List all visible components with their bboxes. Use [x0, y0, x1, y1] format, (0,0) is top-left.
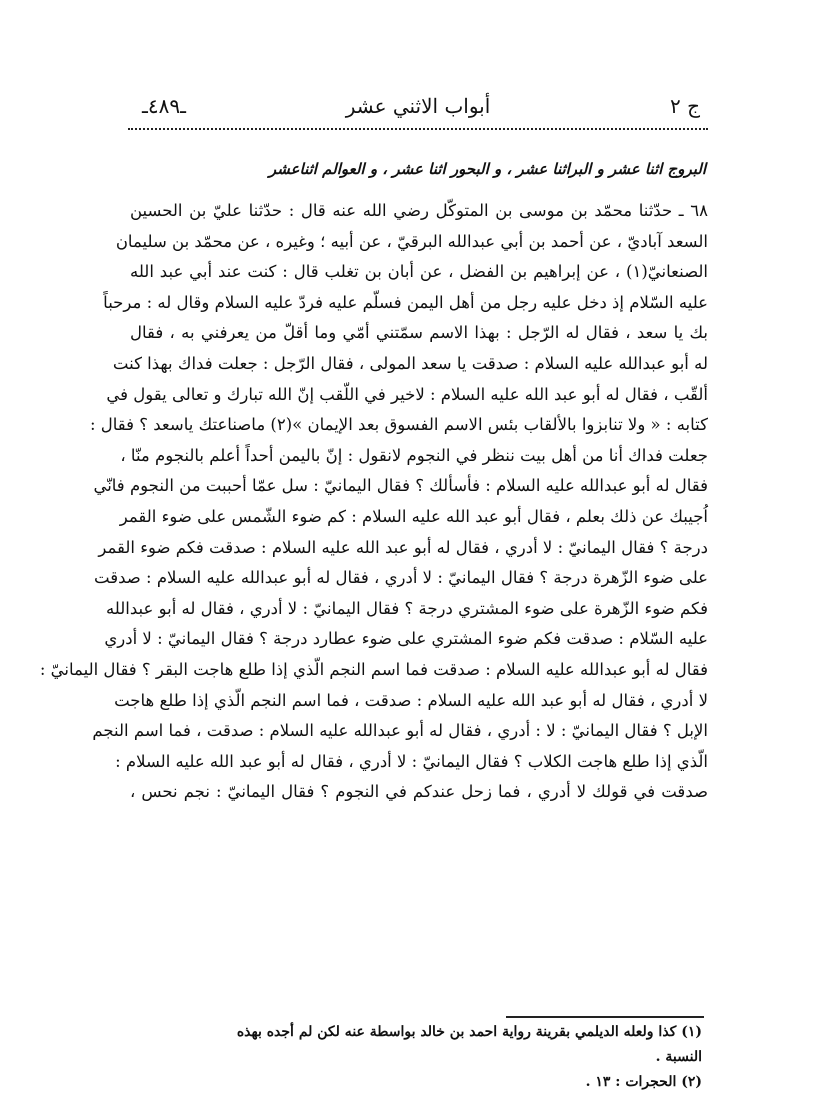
text-line: لا أدري ، فقال له أبو عبد الله عليه السلام : صدقت ، فما اسم النجم الّذي إذا طلع هاجت [114, 690, 708, 710]
text-line: السعد آباديّ ، عن أحمد بن أبي عبدالله البرقيّ ، عن أبيه ؛ وغيره ، عن محمّد بن سليمان [115, 231, 708, 251]
text-line: ألقّب ، فقال له أبو عبد الله عليه السلام : لاخير في اللّقب إنّ الله تبارك و تعالى يقول في [106, 384, 708, 404]
running-title: أبواب الاثني عشر [345, 94, 491, 118]
text-line: فكم ضوء الزّهرة على ضوء المشتري درجة ؟ فقال اليمانيّ : لا أدري ، فقال له أبو عبدالله [105, 598, 708, 618]
text-line: اُجيبك عن ذلك بعلم ، فقال أبو عبد الله عليه السلام : كم ضوء الشّمس على ضوء القمر [119, 506, 708, 526]
footnote: (١) كذا ولعله الديلمي بقرينة رواية احمد بن خالد بواسطة عنه لكن لم أجده بهذه [236, 1024, 702, 1040]
text-line: درجة ؟ فقال اليمانيّ : لا أدري ، فقال له أبو عبد الله عليه السلام : صدقت فكم ضوء القمر [98, 537, 708, 557]
text-line: جعلت فداك أنا من أهل بيت ننظر في النجوم لانقول : إنّ باليمن أحداً أعلم بالنجوم منّا ، [120, 445, 708, 465]
footnote: (٢) الحجرات : ١٣ . [585, 1074, 702, 1090]
text-line: فقال له أبو عبدالله عليه السلام : صدقت فما اسم النجم الّذي إذا طلع هاجت البقر ؟ فقال اليمانيّ : [39, 659, 708, 679]
text-line: صدقت في قولك لا أدري ، فما زحل عندكم في النجوم ؟ فقال اليمانيّ : نجم نحس ، [130, 782, 708, 802]
footnotes [132, 1020, 702, 1095]
header-divider [128, 128, 708, 130]
volume-label: ج ٢ [669, 94, 700, 118]
footnote-divider [506, 1016, 704, 1018]
footnote: النسبة . [655, 1049, 702, 1065]
page-number: ـ٤٨٩ـ [142, 94, 186, 118]
text-line: الإبل ؟ فقال اليمانيّ : لا : أدري ، فقال له أبو عبدالله عليه السلام : صدقت ، فما اسم النجم [92, 721, 708, 741]
text-line: على ضوء الزّهرة درجة ؟ فقال اليمانيّ : لا أدري ، فقال له أبو عبدالله عليه السلام : صدقت [94, 568, 708, 588]
body-text [39, 196, 708, 808]
text-line: بك يا سعد ، فقال له الرّجل : بهذا الاسم سمّتني أمّي وما أقلّ من يعرفني به ، فقال [130, 323, 708, 343]
text-line: له أبو عبدالله عليه السلام : صدقت يا سعد المولى ، فقال الرّجل : جعلت فداك بهذا كنت [112, 353, 708, 373]
text-line: الصنعانيّ(١) ، عن إبراهيم بن الفضل ، عن أبان بن تغلب قال : كنت عند أبي عبد الله [130, 262, 708, 282]
text-line: عليه السّلام : صدقت فكم ضوء المشتري على ضوء عطارد درجة ؟ فقال اليمانيّ : لا أدري [104, 629, 708, 649]
text-line: كتابه : « ولا تنابزوا بالألقاب بئس الاسم الفسوق بعد الإيمان »(٢) ماصناعتك ياسعد ؟ فقال : [89, 415, 708, 435]
text-line: عليه السّلام إذ دخل عليه رجل من أهل اليمن فسلّم عليه فردّ عليه السلام وقال له : مرحباً [103, 292, 708, 312]
chapter-title: البروج اثنا عشر و البراثنا عشر ، و البحور اثنا عشر ، و العوالم اثناعشر [268, 160, 706, 178]
page-header [128, 92, 708, 128]
text-line: فقال له أبو عبدالله عليه السلام : فأسألك ؟ فقال اليمانيّ : سل عمّا أحببت من النجوم فانّي [93, 476, 708, 496]
text-line: الّذي إذا طلع هاجت الكلاب ؟ فقال اليمانيّ : لا أدري ، فقال له أبو عبد الله عليه السلام : [115, 751, 708, 771]
text-line: ٦٨ ـ حدّثنا محمّد بن موسى بن المتوكّل رضي الله عنه قال : حدّثنا عليّ بن الحسين [130, 201, 708, 220]
